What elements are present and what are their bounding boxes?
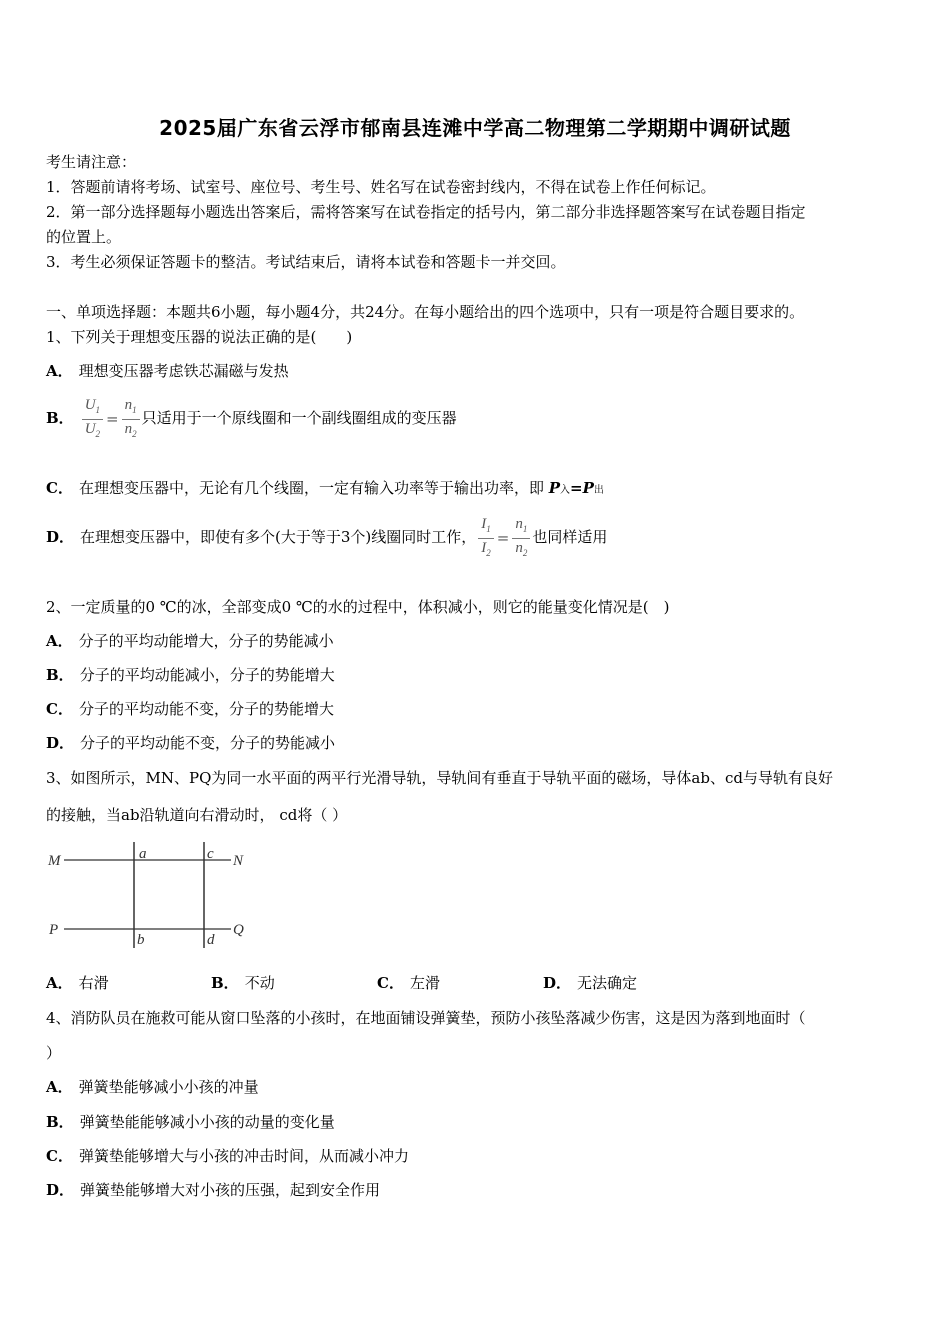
equals-sign: = <box>106 410 119 428</box>
subscript: 1 <box>486 523 491 534</box>
q3-option-d <box>543 973 637 993</box>
q4-option-d <box>46 1180 380 1200</box>
option-text: 无法确定 <box>577 974 638 992</box>
label-p: P <box>49 922 59 938</box>
option-label: C． <box>377 974 404 992</box>
option-text: 也同样适用 <box>532 528 608 546</box>
option-label: B． <box>46 409 74 427</box>
option-label: D． <box>46 1181 75 1199</box>
option-text: 理想变压器考虑铁芯漏磁与发热 <box>78 362 289 380</box>
formula-u-ratio <box>82 396 103 443</box>
option-label: C． <box>46 1147 73 1165</box>
option-label: A． <box>46 362 73 380</box>
question-1-stem: 1、下列关于理想变压器的说法正确的是( ) <box>46 328 353 346</box>
subscript: 2 <box>486 547 491 558</box>
q3-options <box>46 973 637 993</box>
option-text: 不动 <box>244 974 275 992</box>
subscript: 2 <box>522 547 528 558</box>
question-2-stem: 2、一定质量的0 ℃的冰，全部变成0 ℃的水的过程中，体积减小，则它的能量变化情况是( ) <box>46 598 670 616</box>
label-m: M <box>48 853 61 869</box>
label-d: d <box>207 932 215 948</box>
option-text: 弹簧垫能够减小小孩的冲量 <box>78 1078 259 1096</box>
option-text: 分子的平均动能减小，分子的势能增大 <box>79 666 335 684</box>
option-label: A． <box>46 632 73 650</box>
formula-i-ratio <box>478 515 494 562</box>
q2-option-c <box>46 699 334 719</box>
symbol-u: U <box>84 420 96 437</box>
option-text: 分子的平均动能不变，分子的势能增大 <box>78 700 334 718</box>
section-heading: 一、单项选择题：本题共6小题，每小题4分，共24分。在每小题给出的四个选项中，只有一项是符合题目要求的。 <box>46 303 805 321</box>
option-label: C． <box>46 479 73 497</box>
question-3-stem: 3、如图所示，MN、PQ为同一水平面的两平行光滑导轨，导轨间有垂直于导轨平面的磁场，导体ab、cd与导轨有良好 <box>46 769 833 787</box>
option-label: D． <box>543 974 572 992</box>
symbol-i: I <box>481 515 487 532</box>
subscript: 1 <box>132 404 137 415</box>
option-label: C． <box>46 700 73 718</box>
symbol-i: I <box>481 539 487 556</box>
option-label: B． <box>211 974 239 992</box>
symbol-n: n <box>515 539 523 556</box>
label-a: a <box>139 846 147 862</box>
label-n: N <box>233 853 244 869</box>
q4-option-c <box>46 1146 409 1166</box>
option-text: 在理想变压器中，即使有多个(大于等于3个)线圈同时工作， <box>80 528 477 546</box>
notice-heading: 考生请注意： <box>46 153 137 171</box>
q1-option-a <box>46 361 289 381</box>
option-label: D． <box>46 528 75 546</box>
notice-item-3: 3．考生必须保证答题卡的整洁。考试结束后，请将本试卷和答题卡一并交回。 <box>46 253 566 271</box>
option-text: 分子的平均动能不变，分子的势能减小 <box>80 734 336 752</box>
q1-option-d <box>46 514 607 562</box>
equals-sign: = <box>496 529 510 547</box>
symbol-n: n <box>124 396 133 413</box>
formula-n-ratio <box>512 515 530 562</box>
option-label: A． <box>46 974 73 992</box>
formula-n-ratio <box>122 396 140 443</box>
q4-option-b <box>46 1112 335 1132</box>
q1-option-c <box>46 478 604 501</box>
equals-sign: = <box>570 479 583 497</box>
option-text: 在理想变压器中，无论有几个线圈，一定有输入功率等于输出功率，即 <box>78 479 544 497</box>
subscript-in: 入 <box>560 485 571 496</box>
option-text: 弹簧垫能能够减小小孩的动量的变化量 <box>79 1113 335 1131</box>
symbol-u: U <box>84 396 96 413</box>
option-text: 右滑 <box>78 974 109 992</box>
q2-option-d <box>46 733 335 753</box>
question-3-stem-cont: 的接触，当ab沿轨道向右滑动时， cd将（ ） <box>46 806 348 824</box>
subscript: 2 <box>95 428 101 439</box>
q3-option-c <box>377 973 543 993</box>
label-c: c <box>207 846 214 862</box>
q3-option-b <box>211 973 377 993</box>
label-b: b <box>137 932 145 948</box>
symbol-n: n <box>515 515 523 532</box>
option-text: 左滑 <box>409 974 440 992</box>
notice-item-2: 2．第一部分选择题每小题选出答案后，需将答案写在试卷指定的括号内，第二部分非选择题答案写在试卷题目指定 <box>46 203 806 221</box>
rail-diagram <box>46 838 266 953</box>
subscript: 1 <box>522 523 528 534</box>
subscript: 2 <box>132 428 137 439</box>
symbol-p: P <box>548 479 561 497</box>
notice-item-2-cont: 的位置上。 <box>46 228 122 246</box>
notice-item-1: 1．答题前请将考场、试室号、座位号、考生号、姓名写在试卷密封线内，不得在试卷上作任何标记。 <box>46 178 716 196</box>
q2-option-a <box>46 631 334 651</box>
symbol-p: P <box>582 479 594 497</box>
subscript: 1 <box>95 404 101 415</box>
q3-option-a <box>46 973 211 993</box>
question-4-stem: 4、消防队员在施救可能从窗口坠落的小孩时，在地面铺设弹簧垫，预防小孩坠落减少伤害，这是因为落到地面时（ <box>46 1009 806 1027</box>
symbol-n: n <box>124 420 133 437</box>
question-4-stem-cont: ） <box>46 1044 62 1062</box>
label-q: Q <box>233 922 244 938</box>
option-label: D． <box>46 734 75 752</box>
option-text: 弹簧垫能够增大对小孩的压强，起到安全作用 <box>80 1181 381 1199</box>
q4-option-a <box>46 1077 259 1097</box>
option-text: 弹簧垫能够增大与小孩的冲击时间，从而减小冲力 <box>78 1147 409 1165</box>
option-text: 分子的平均动能增大，分子的势能减小 <box>78 632 334 650</box>
option-label: B． <box>46 1113 74 1131</box>
subscript-out: 出 <box>593 485 604 496</box>
exam-title: 2025届广东省云浮市郁南县连滩中学高二物理第二学期期中调研试题 <box>159 116 791 140</box>
q2-option-b <box>46 665 335 685</box>
q1-option-b <box>46 395 457 443</box>
option-label: A． <box>46 1078 73 1096</box>
option-label: B． <box>46 666 74 684</box>
option-text: 只适用于一个原线圈和一个副线圈组成的变压器 <box>141 409 457 427</box>
